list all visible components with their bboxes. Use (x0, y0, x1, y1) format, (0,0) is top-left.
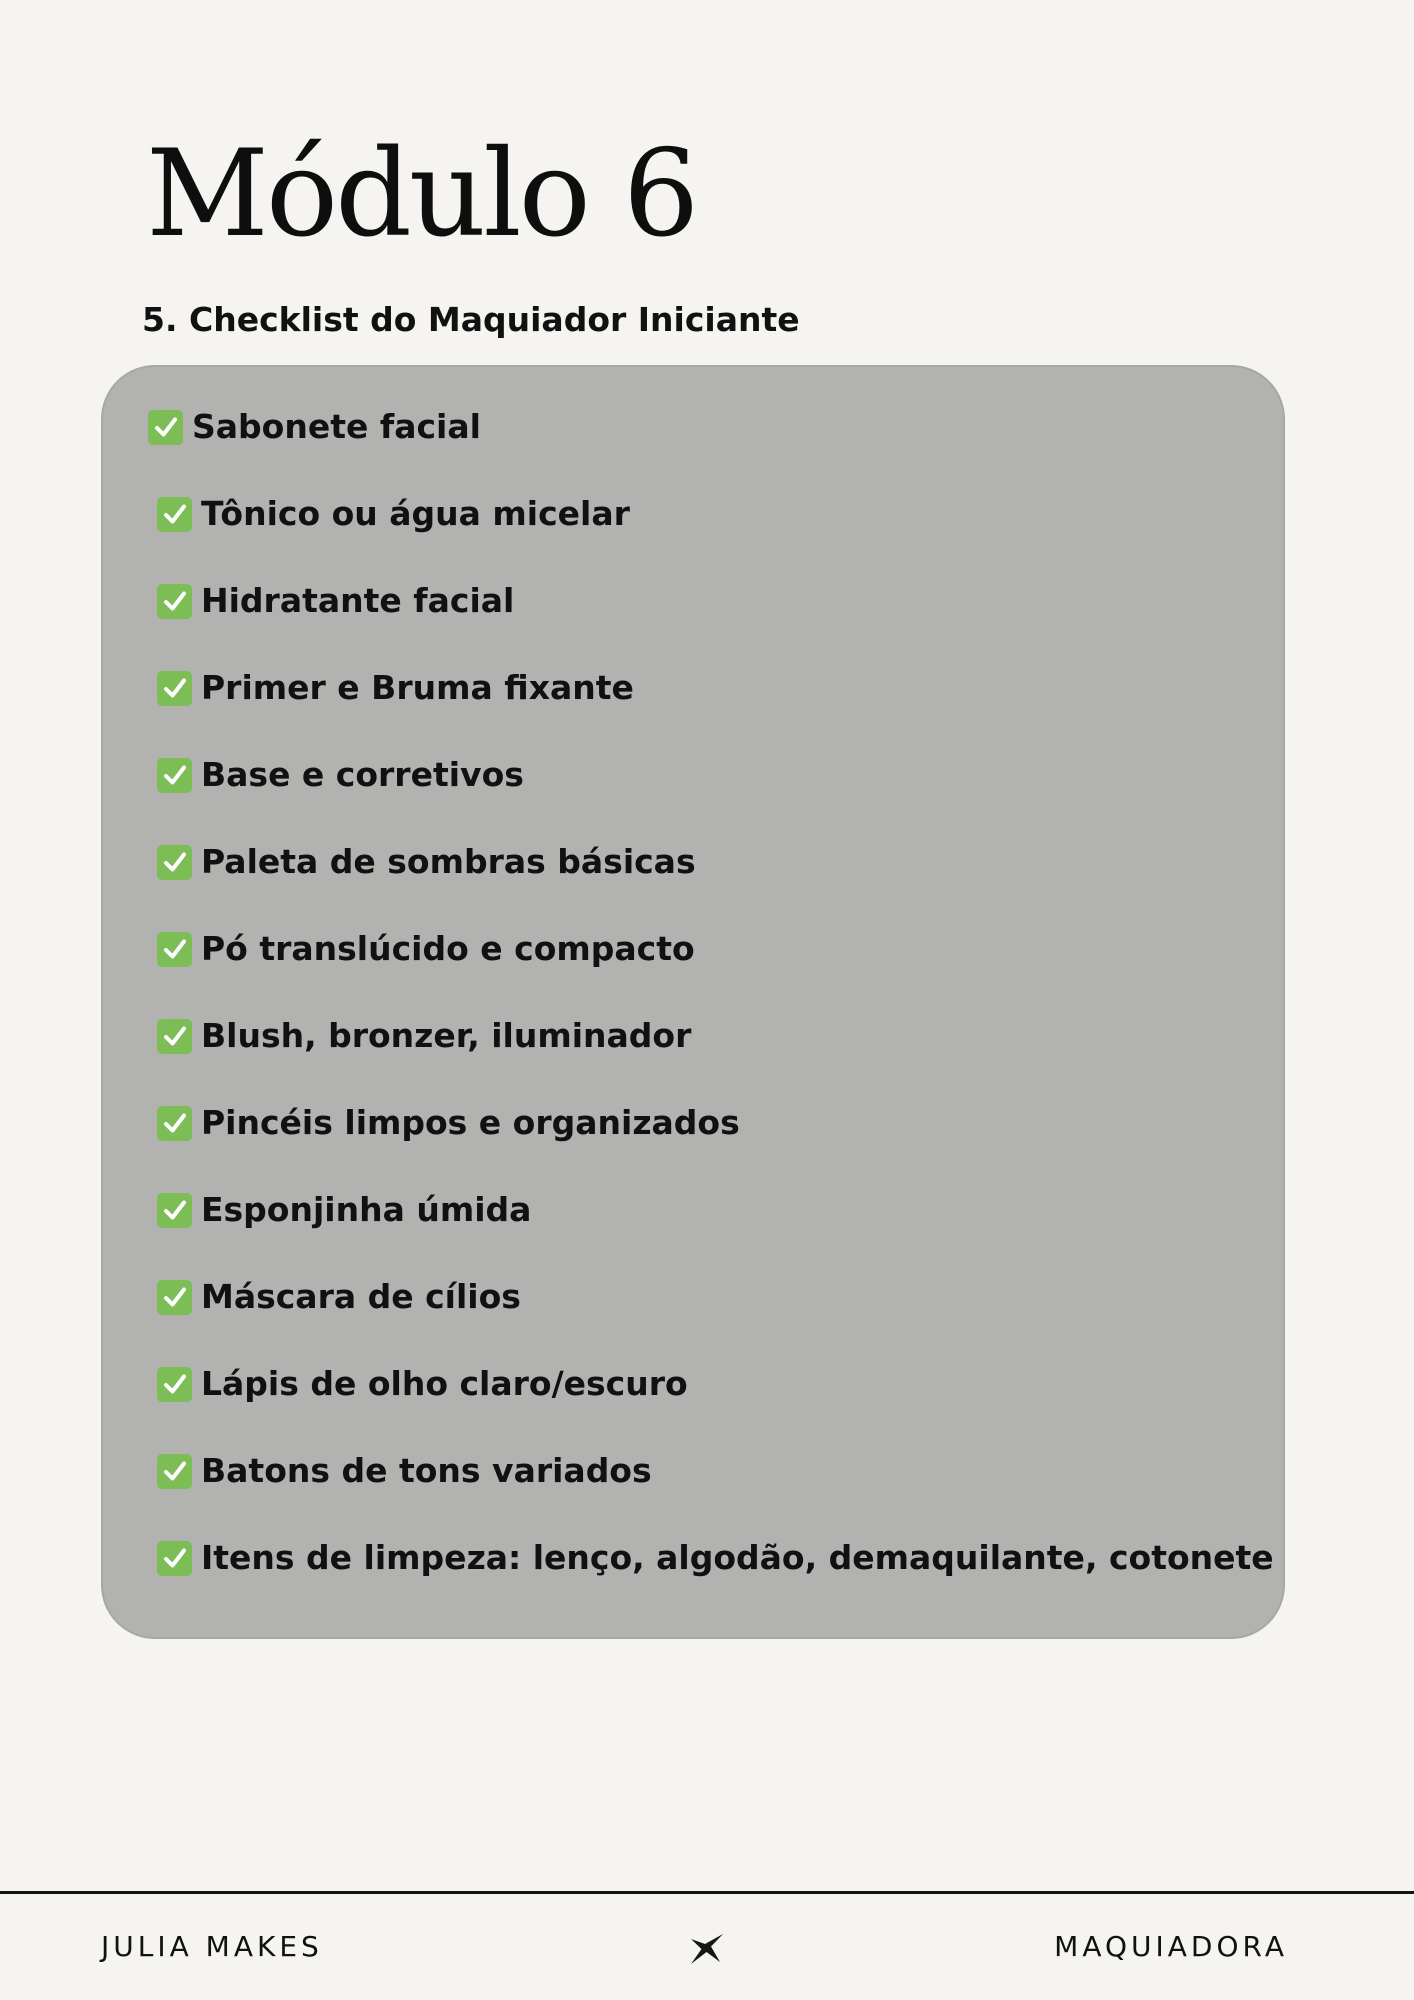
checklist-item-label: Tônico ou água micelar (201, 494, 630, 533)
check-mark-icon (157, 1019, 192, 1054)
checklist-item-label: Sabonete facial (192, 407, 481, 446)
checklist-item (157, 745, 524, 805)
checklist-item (157, 919, 695, 979)
checklist-item-label: Máscara de cílios (201, 1277, 521, 1316)
checklist-item (157, 484, 630, 544)
checklist-item-label: Batons de tons variados (201, 1451, 652, 1490)
checklist-item-label: Pó translúcido e compacto (201, 929, 695, 968)
check-mark-icon (157, 1541, 192, 1576)
check-mark-icon (157, 845, 192, 880)
section-subtitle: 5. Checklist do Maquiador Iniciante (142, 300, 800, 339)
check-mark-icon (157, 1280, 192, 1315)
check-mark-icon (157, 1193, 192, 1228)
checklist-item (148, 397, 481, 457)
checklist-item (157, 1528, 1274, 1588)
checklist-item-label: Blush, bronzer, iluminador (201, 1016, 692, 1055)
checklist-item-label: Esponjinha úmida (201, 1190, 532, 1229)
four-point-star-icon (689, 1931, 725, 1967)
check-mark-icon (157, 758, 192, 793)
checklist-item (157, 1267, 521, 1327)
footer-brand: JULIA MAKES (101, 1930, 323, 1963)
checklist-item (157, 658, 634, 718)
check-mark-icon (157, 1454, 192, 1489)
checklist-item-label: Primer e Bruma fixante (201, 668, 634, 707)
check-mark-icon (148, 410, 183, 445)
check-mark-icon (157, 497, 192, 532)
check-mark-icon (157, 1106, 192, 1141)
checklist-card (101, 365, 1285, 1639)
checklist-item (157, 1354, 688, 1414)
check-mark-icon (157, 1367, 192, 1402)
footer-divider (0, 1891, 1414, 1894)
checklist-item (157, 1093, 740, 1153)
checklist-item-label: Pincéis limpos e organizados (201, 1103, 740, 1142)
checklist-item (157, 832, 696, 892)
checklist-item (157, 1006, 691, 1066)
checklist-item-label: Paleta de sombras básicas (201, 842, 696, 881)
page-title: Módulo 6 (146, 125, 697, 264)
check-mark-icon (157, 584, 192, 619)
checklist-item (157, 1441, 652, 1501)
checklist-item-label: Base e corretivos (201, 755, 524, 794)
checklist-item-label: Hidratante facial (201, 581, 515, 620)
checklist-item (157, 1180, 531, 1240)
footer-role: MAQUIADORA (1054, 1930, 1288, 1963)
check-mark-icon (157, 932, 192, 967)
checklist-item (157, 571, 514, 631)
check-mark-icon (157, 671, 192, 706)
checklist-item-label: Lápis de olho claro/escuro (201, 1364, 688, 1403)
checklist-item-label: Itens de limpeza: lenço, algodão, demaquilante, cotonete (201, 1538, 1274, 1577)
